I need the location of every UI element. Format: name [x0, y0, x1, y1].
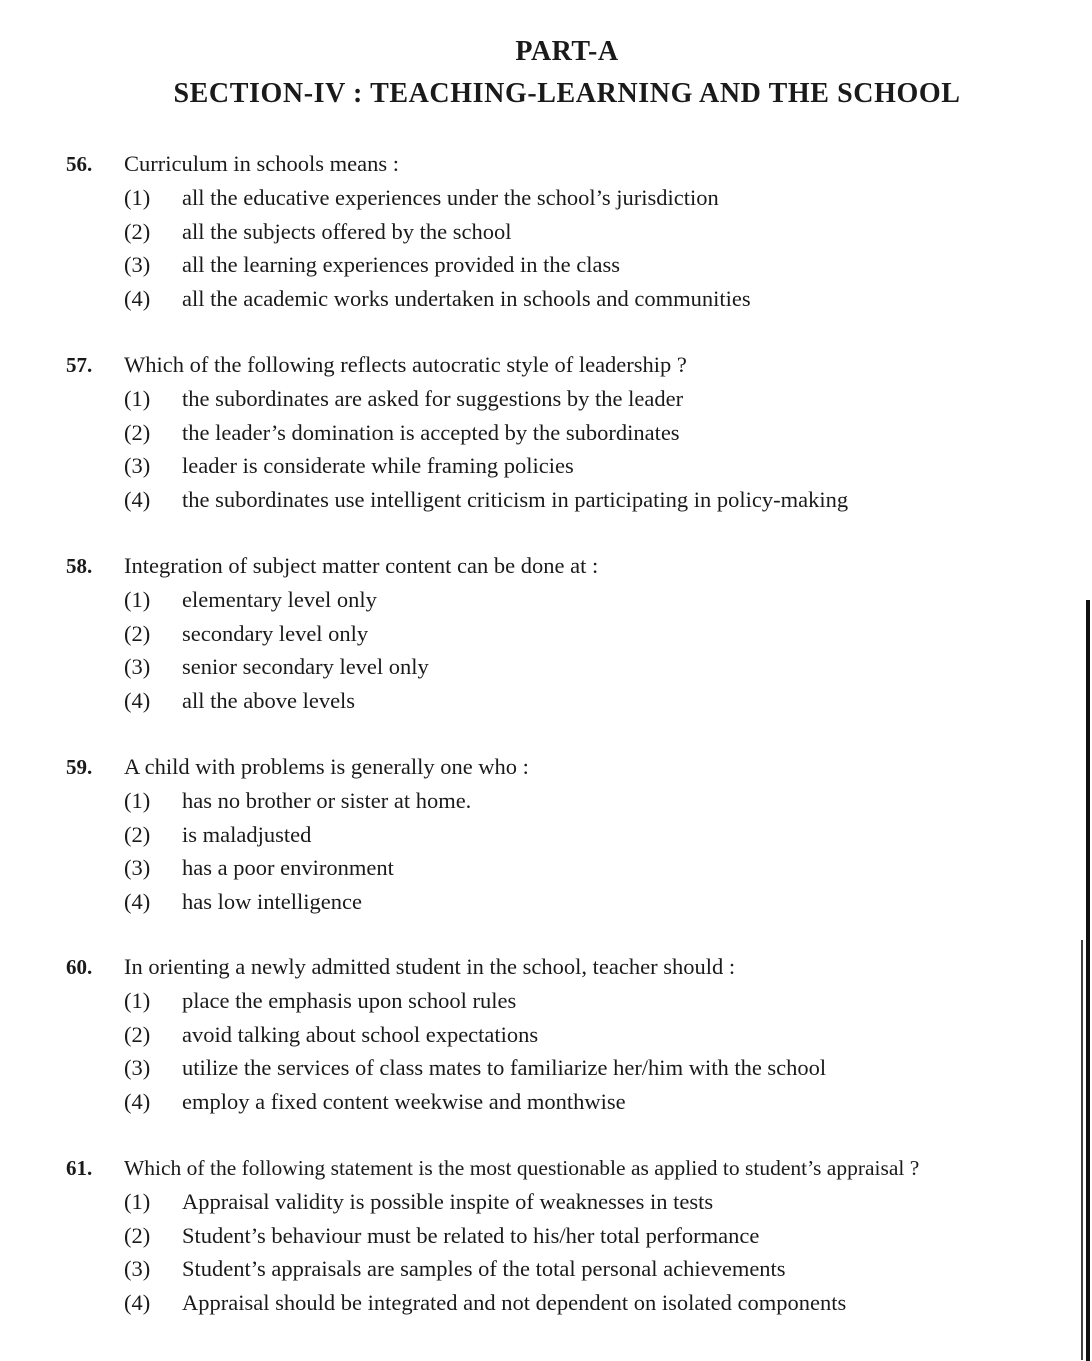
option-text: all the above levels [182, 687, 356, 713]
option-number: (3) [124, 855, 151, 880]
option-number: (2) [124, 620, 151, 646]
option-4 [124, 282, 1086, 316]
option-text: place the emphasis upon school rules [182, 988, 517, 1013]
option-text: all the learning experiences provided in the class [182, 252, 620, 277]
part-title: PART-A [515, 36, 619, 67]
question-60 [66, 950, 1086, 1118]
question-57 [66, 348, 1086, 516]
option-number: (3) [124, 654, 151, 679]
option-1 [124, 181, 1086, 215]
question-text: Curriculum in schools means : [124, 151, 399, 176]
option-text: has a poor environment [182, 855, 394, 880]
option-number: (3) [124, 453, 151, 478]
option-number: (4) [124, 486, 151, 512]
option-text: Student’s behaviour must be related to his/her total performance [182, 1222, 760, 1248]
option-2 [124, 416, 1086, 450]
option-4 [124, 684, 1086, 718]
option-number: (4) [124, 1289, 151, 1315]
option-4 [124, 483, 1086, 517]
question-stem [66, 1151, 1086, 1185]
question-59 [66, 750, 1086, 918]
option-text: secondary level only [182, 620, 369, 646]
option-text: elementary level only [182, 587, 377, 612]
option-text: is maladjusted [182, 821, 312, 847]
option-3 [124, 449, 1086, 483]
option-number: (1) [124, 988, 151, 1013]
option-text: all the educative experiences under the school’s jurisdiction [182, 185, 719, 210]
option-2 [124, 1219, 1086, 1253]
question-58 [66, 549, 1086, 717]
option-text: leader is considerate while framing policies [182, 453, 574, 478]
option-number: (4) [124, 888, 151, 914]
question-text: Which of the following reflects autocratic style of leadership ? [124, 352, 687, 377]
question-stem [66, 147, 1086, 181]
option-1 [124, 1185, 1086, 1219]
option-text: Appraisal validity is possible inspite of weaknesses in tests [182, 1189, 714, 1214]
option-number: (3) [124, 1256, 151, 1281]
option-text: senior secondary level only [182, 654, 429, 679]
question-number: 57. [66, 353, 93, 377]
question-text: Which of the following statement is the most questionable as applied to student’s appraisal ? [124, 1156, 920, 1180]
option-number: (1) [124, 386, 151, 411]
page-header [0, 34, 1092, 114]
option-number: (1) [124, 185, 151, 210]
option-number: (2) [124, 1021, 151, 1047]
option-3 [124, 1051, 1086, 1085]
option-4 [124, 1286, 1086, 1320]
option-number: (1) [124, 788, 151, 813]
question-61 [66, 1151, 1086, 1319]
question-number: 56. [66, 152, 93, 176]
option-number: (4) [124, 1088, 151, 1114]
option-2 [124, 1018, 1086, 1052]
option-number: (4) [124, 285, 151, 311]
question-number: 58. [66, 554, 93, 578]
option-number: (2) [124, 419, 151, 445]
question-56 [66, 147, 1086, 315]
option-4 [124, 1085, 1086, 1119]
question-text: Integration of subject matter content can be done at : [124, 553, 599, 578]
option-number: (1) [124, 1189, 151, 1214]
option-number: (2) [124, 218, 151, 244]
option-text: employ a fixed content weekwise and monthwise [182, 1088, 626, 1114]
question-number: 61. [66, 1156, 93, 1180]
option-number: (4) [124, 687, 151, 713]
option-text: has low intelligence [182, 888, 362, 914]
section-title: SECTION-IV : TEACHING-LEARNING AND THE SCHOOL [173, 78, 961, 109]
option-text: avoid talking about school expectations [182, 1021, 539, 1047]
option-1 [124, 382, 1086, 416]
option-text: has no brother or sister at home. [182, 788, 472, 813]
question-text: In orienting a newly admitted student in the school, teacher should : [124, 954, 736, 979]
option-1 [124, 784, 1086, 818]
option-text: all the academic works undertaken in schools and communities [182, 285, 751, 311]
option-text: Student’s appraisals are samples of the total personal achievements [182, 1256, 786, 1281]
option-text: the subordinates use intelligent criticism in participating in policy-making [182, 486, 849, 512]
option-number: (3) [124, 252, 151, 277]
option-text: the leader’s domination is accepted by the subordinates [182, 419, 680, 445]
question-stem [66, 750, 1086, 784]
option-number: (3) [124, 1055, 151, 1080]
question-stem [66, 950, 1086, 984]
question-text: A child with problems is generally one who : [124, 754, 529, 779]
option-text: Appraisal should be integrated and not dependent on isolated components [182, 1289, 847, 1315]
question-number: 59. [66, 755, 93, 779]
option-3 [124, 851, 1086, 885]
option-2 [124, 215, 1086, 249]
page-edge-shadow [1086, 600, 1090, 1361]
option-text: utilize the services of class mates to familiarize her/him with the school [182, 1055, 827, 1080]
option-number: (2) [124, 1222, 151, 1248]
option-4 [124, 885, 1086, 919]
option-text: all the subjects offered by the school [182, 218, 512, 244]
option-3 [124, 248, 1086, 282]
option-3 [124, 1252, 1086, 1286]
option-1 [124, 984, 1086, 1018]
option-number: (1) [124, 587, 151, 612]
question-number: 60. [66, 955, 93, 979]
option-2 [124, 818, 1086, 852]
option-3 [124, 650, 1086, 684]
question-stem [66, 348, 1086, 382]
question-stem [66, 549, 1086, 583]
option-2 [124, 617, 1086, 651]
option-1 [124, 583, 1086, 617]
option-number: (2) [124, 821, 151, 847]
option-text: the subordinates are asked for suggestions by the leader [182, 386, 684, 411]
